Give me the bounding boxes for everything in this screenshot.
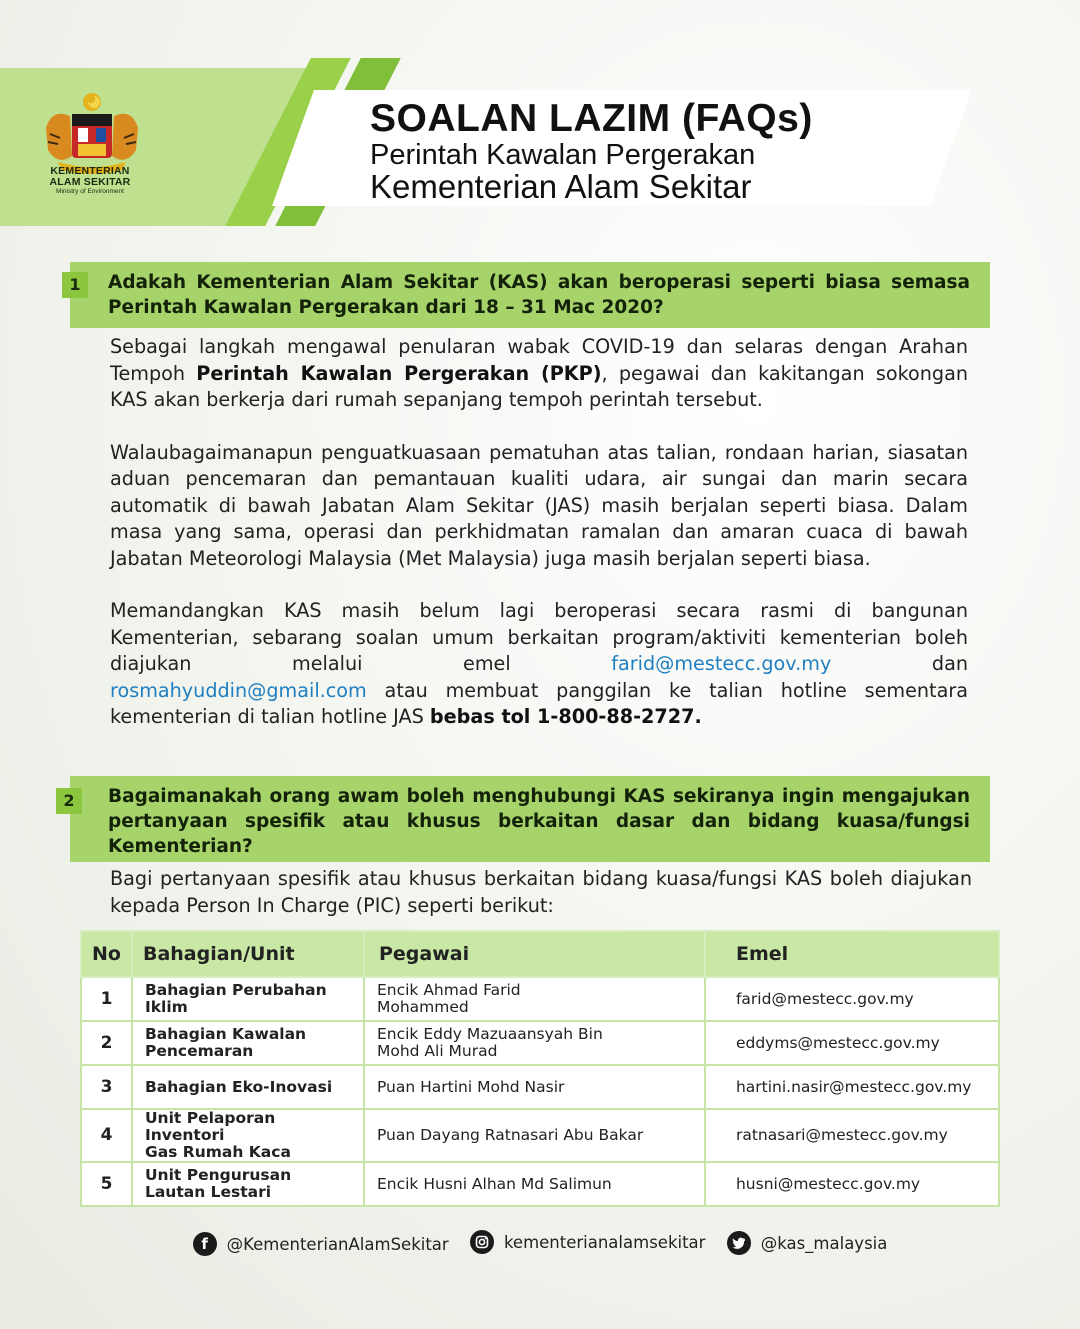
table-row (81, 977, 999, 1021)
cell-pegawai: Puan Dayang Ratnasari Abu Bakar (364, 1109, 705, 1162)
cell-pegawai-line-1: Encik Ahmad Farid (376, 981, 521, 999)
logo-text (28, 166, 152, 196)
col-header-bahagian: Bahagian/Unit (132, 931, 364, 977)
instagram-handle: kementerianalamsekitar (503, 1232, 706, 1252)
facebook-icon: f (193, 1232, 217, 1256)
cell-pegawai-line-2: Mohammed (376, 998, 469, 1016)
answer-1-p3-dan: dan (931, 652, 968, 675)
question-1-number: 1 (62, 272, 88, 298)
cell-emel[interactable]: farid@mestecc.gov.my (705, 977, 999, 1021)
cell-emel[interactable]: hartini.nasir@mestecc.gov.my (705, 1065, 999, 1109)
page-subtitle-1: Perintah Kawalan Pergerakan (370, 139, 756, 171)
cell-bahagian-line-1: Unit Pengurusan (144, 1166, 292, 1184)
cell-emel[interactable]: husni@mestecc.gov.my (705, 1162, 999, 1206)
question-2-bar (70, 776, 990, 862)
cell-bahagian (132, 977, 364, 1021)
col-header-emel: Emel (705, 931, 999, 977)
cell-bahagian-line-1: Bahagian Perubahan (144, 981, 327, 999)
table-row (81, 1021, 999, 1065)
twitter-handle: @kas_malaysia (760, 1233, 888, 1253)
logo-line-1: KEMENTERIAN (50, 165, 130, 177)
answer-1-p1-text-a: Sebagai langkah mengawal penularan wabak COVID-19 dan selaras dengan Arahan Tempoh (110, 335, 968, 385)
cell-pegawai (364, 1021, 705, 1065)
table-row (81, 1065, 999, 1109)
question-1-text: Adakah Kementerian Alam Sekitar (KAS) akan beroperasi seperti biasa semasa Perintah Kawalan Pergerakan dari 18 – 31 Mac 2020? (108, 272, 970, 318)
cell-bahagian-line-1: Unit Pelaporan Inventori (144, 1109, 276, 1144)
question-2-text: Bagaimanakah orang awam boleh menghubungi KAS sekiranya ingin mengajukan pertanyaan spesifik atau khusus berkaitan dasar dan bidang kuasa/fungsi Kementerian? (108, 786, 970, 857)
table-header-row (81, 931, 999, 977)
cell-bahagian-line-2: Iklim (144, 998, 188, 1016)
answer-1-p3-text-a: Memandangkan KAS masih belum lagi beroperasi secara rasmi di bangunan Kementerian, sebarang soalan umum berkaitan program/aktiviti kementerian boleh diajukan melalui emel (110, 599, 968, 675)
pic-table (80, 930, 1000, 1207)
page-title: SOALAN LAZIM (FAQs) (370, 97, 813, 140)
cell-emel[interactable]: eddyms@mestecc.gov.my (705, 1021, 999, 1065)
answer-1-p1-text-c: , pegawai dan kakitangan sokongan KAS akan berkerja dari rumah sepanjang tempoh perintah tersebut. (110, 361, 968, 411)
cell-bahagian-line-1: Bahagian Kawalan (144, 1025, 307, 1043)
answer-2-paragraph: Bagi pertanyaan spesifik atau khusus berkaitan bidang kuasa/fungsi KAS boleh diajukan kepada Person In Charge (PIC) seperti berikut: (110, 867, 972, 917)
instagram-icon (470, 1230, 494, 1254)
cell-emel[interactable]: ratnasari@mestecc.gov.my (705, 1109, 999, 1162)
social-footer (0, 1230, 1080, 1256)
cell-pegawai-line-2: Mohd Ali Murad (376, 1042, 498, 1060)
cell-bahagian-line-2: Lautan Lestari (144, 1183, 272, 1201)
answer-1 (110, 334, 968, 757)
cell-pegawai: Encik Husni Alhan Md Salimun (364, 1162, 705, 1206)
cell-bahagian: Bahagian Eko-Inovasi (132, 1065, 364, 1109)
cell-no: 3 (81, 1065, 132, 1109)
logo-line-2: ALAM SEKITAR (49, 176, 131, 188)
col-header-pegawai: Pegawai (364, 931, 705, 977)
answer-1-paragraph-2: Walaubagaimanapun penguatkuasaan pematuhan atas talian, rondaan harian, siasatan aduan pencemaran dan pemantauan kualiti udara, air sungai dan marin secara automatik di bawah Jabatan Alam Sekitar (JAS) masih berjalan seperti biasa. Dalam masa yang sama, operasi dan perkhidmatan ramalan dan amaran cuaca di bawah Jabatan Meteorologi Malaysia (Met Malaysia) juga masih berjalan seperti biasa. (110, 440, 968, 570)
cell-pegawai: Puan Hartini Mohd Nasir (364, 1065, 705, 1109)
answer-1-p3-head (110, 598, 968, 678)
cell-bahagian-line-2: Pencemaran (144, 1042, 254, 1060)
cell-bahagian (132, 1109, 364, 1162)
cell-bahagian (132, 1021, 364, 1065)
answer-1-p1-bold: Perintah Kawalan Pergerakan (PKP) (196, 361, 602, 385)
answer-1-p3-hotline: bebas tol 1-800-88-2727. (429, 705, 702, 728)
question-1-bar (70, 262, 990, 328)
question-2-number: 2 (56, 788, 82, 814)
cell-pegawai-line-1: Encik Eddy Mazuaansyah Bin (376, 1025, 603, 1043)
answer-1-paragraph-3 (110, 598, 968, 731)
cell-no: 5 (81, 1162, 132, 1206)
facebook-link[interactable] (193, 1232, 449, 1256)
logo-line-3: Ministry of Environment (56, 188, 124, 195)
title-block (370, 98, 813, 204)
facebook-handle: @KementerianAlamSekitar (226, 1234, 449, 1254)
table-row (81, 1109, 999, 1162)
cell-no: 4 (81, 1109, 132, 1162)
table-row (81, 1162, 999, 1206)
cell-bahagian (132, 1162, 364, 1206)
cell-no: 2 (81, 1021, 132, 1065)
col-header-no: No (81, 931, 132, 977)
twitter-link[interactable] (727, 1231, 888, 1255)
cell-pegawai (364, 977, 705, 1021)
email-link-farid[interactable]: farid@mestecc.gov.my (611, 652, 832, 675)
answer-1-paragraph-1 (110, 334, 968, 414)
cell-no: 1 (81, 977, 132, 1021)
answer-1-p3-text-b: atau membuat panggilan ke talian hotline sementara kementerian di talian hotline JAS (110, 678, 968, 728)
twitter-icon (727, 1231, 751, 1255)
instagram-link[interactable] (470, 1230, 706, 1254)
page-subtitle-2: Kementerian Alam Sekitar (370, 168, 752, 205)
cell-bahagian-line-2: Gas Rumah Kaca (144, 1143, 291, 1161)
email-link-rosmahyuddin[interactable]: rosmahyuddin@gmail.com (110, 678, 367, 702)
